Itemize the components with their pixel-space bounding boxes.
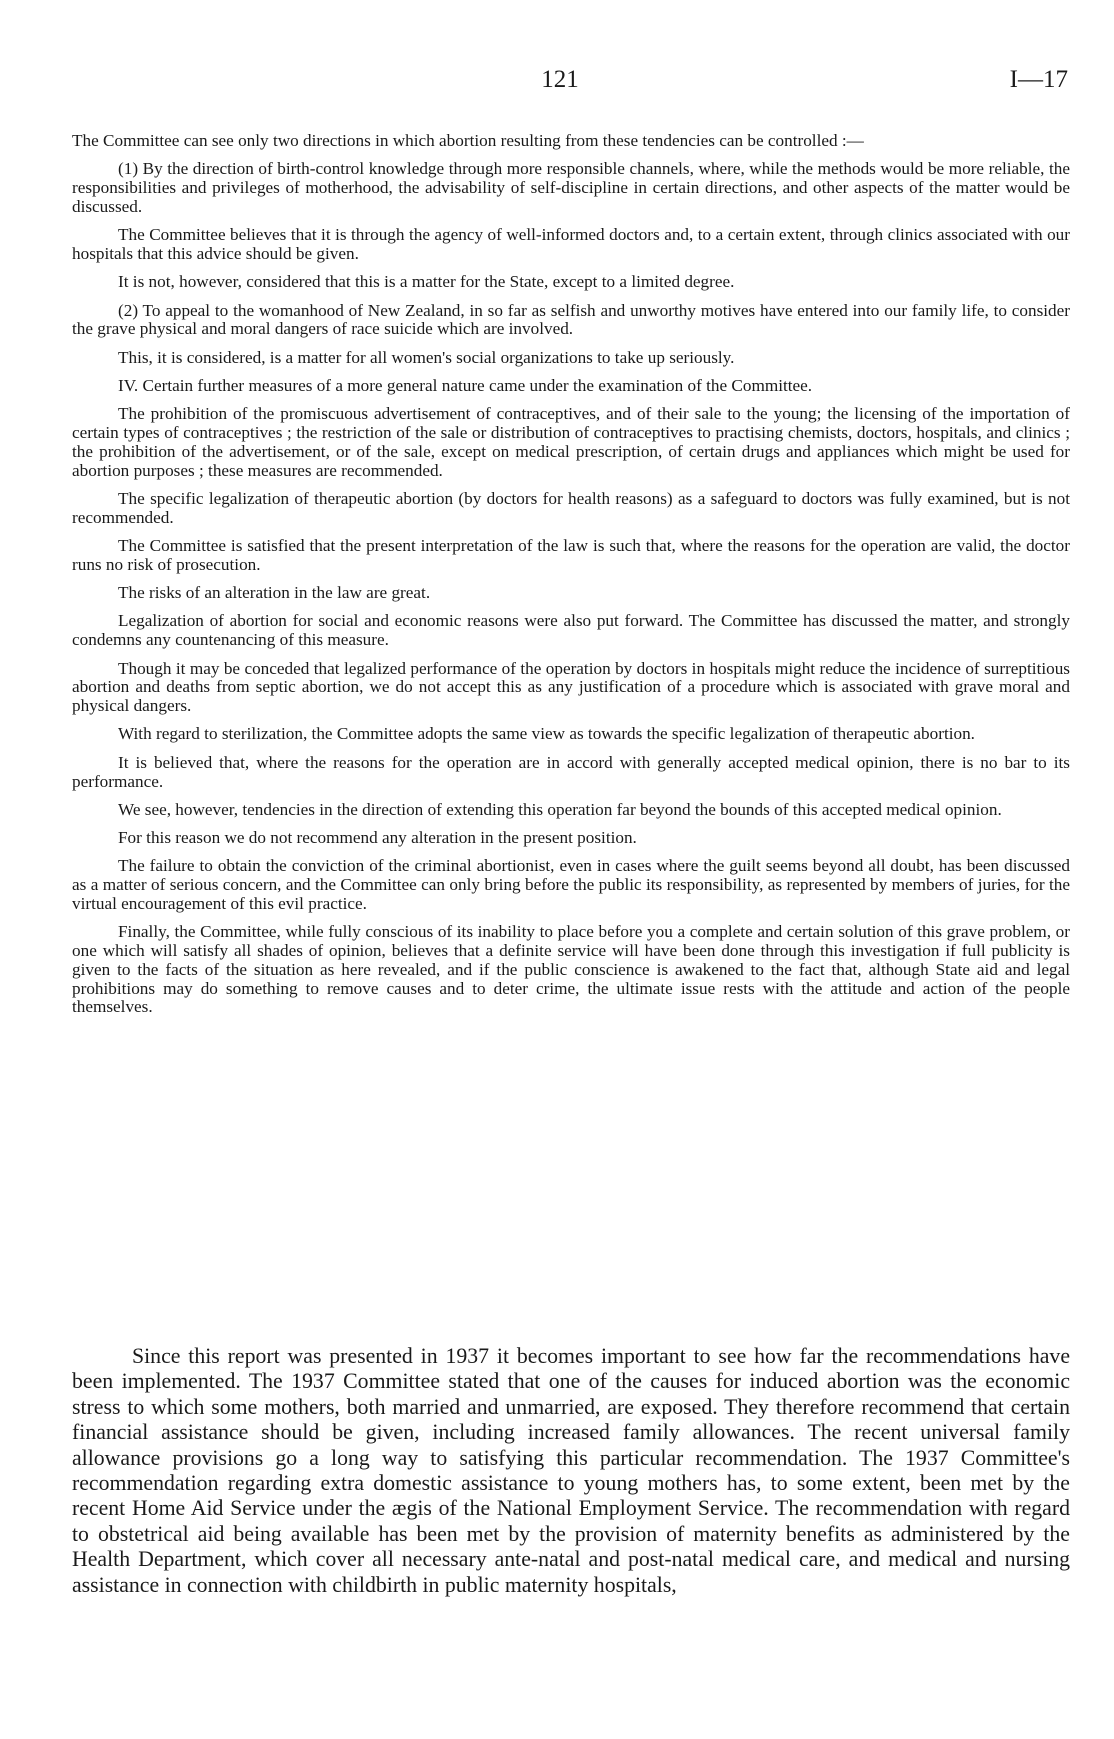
report-paragraph: It is not, however, considered that this is a matter for the State, except to a limited degree.: [118, 272, 735, 292]
report-paragraph: The risks of an alteration in the law are great.: [118, 583, 431, 603]
report-paragraph: We see, however, tendencies in the direction of extending this operation far beyond the bounds of this accepted medical opinion.: [118, 799, 1002, 819]
report-paragraph: IV. Certain further measures of a more general nature came under the examination of the Committee.: [118, 375, 813, 395]
report-paragraph: The Committee can see only two directions in which abortion resulting from these tendencies can be controlled :—: [72, 131, 864, 150]
report-paragraph: Legalization of abortion for social and economic reasons were also put forward. The Committee has discussed the matter, and strongly condemns any countenancing of this measure.: [72, 611, 1070, 650]
report-paragraph: (2) To appeal to the womanhood of New Zealand, in so far as selfish and unworthy motives have entered into our family life, to consider the grave physical and moral dangers of race suicide which are involved.: [72, 300, 1070, 339]
report-paragraph: This, it is considered, is a matter for all women's social organizations to take up seriously.: [118, 347, 735, 367]
report-paragraph: For this reason we do not recommend any alteration in the present position.: [118, 828, 637, 848]
page-number: 121: [541, 66, 579, 93]
report-paragraph: The specific legalization of therapeutic abortion (by doctors for health reasons) as a safeguard to doctors was fully examined, but is not recommended.: [72, 488, 1070, 527]
commentary-paragraph: Since this report was presented in 1937 it becomes important to see how far the recommendations have been implemented. The 1937 Committee stated that one of the causes for induced abortion was the economic stress to which some mothers, both married and unmarried, are exposed. They therefore recommend that certain financial assistance should be given, including increased family allowances. The recent universal family allowance provisions go a long way to satisfying this particular recommendation. The 1937 Committee's recommendation regarding extra domestic assistance to young mothers has, to some extent, been met by the recent Home Aid Service under the ægis of the National Employment Service. The recommendation with regard to obstetrical aid being available has been met by the provision of maternity benefits as administered by the Health Department, which cover all necessary ante-natal and post-natal medical care, and medical and nursing assistance in connection with childbirth in public maternity hospitals,: [72, 1344, 1070, 1597]
report-paragraph: (1) By the direction of birth-control knowledge through more responsible channels, where, while the methods would be more reliable, the responsibilities and privileges of motherhood, the advisability of self-discipline in certain directions, and other aspects of the matter would be discussed.: [72, 159, 1070, 216]
report-paragraph: The Committee believes that it is through the agency of well-informed doctors and, to a certain extent, through clinics associated with our hospitals that this advice should be given.: [72, 225, 1070, 263]
report-paragraph: With regard to sterilization, the Committee adopts the same view as towards the specific legalization of therapeutic abortion.: [118, 724, 975, 744]
commentary-section: [72, 1344, 1070, 1598]
report-paragraph: Finally, the Committee, while fully conscious of its inability to place before you a complete and certain solution of this grave problem, or one which will satisfy all shades of opinion, believes that a definite service will have been done through this investigation if full publicity is given to the facts of the situation as here revealed, and if the public conscience is awakened to the fact that, although State aid and legal prohibitions may do something to remove causes and to deter crime, the ultimate issue rests with the attitude and action of the people themselves.: [72, 922, 1070, 1017]
page-header: [0, 66, 1114, 102]
report-paragraph: The failure to obtain the conviction of the criminal abortionist, even in cases where the guilt seems beyond all doubt, has been discussed as a matter of serious concern, and the Committee can only bring before the public its responsibility, as represented by members of juries, for the virtual encouragement of this evil practice.: [72, 856, 1070, 913]
report-code: I—17: [1009, 66, 1068, 93]
report-paragraph: It is believed that, where the reasons for the operation are in accord with generally accepted medical opinion, there is no bar to its performance.: [72, 752, 1070, 791]
report-paragraph: The Committee is satisfied that the present interpretation of the law is such that, where the reasons for the operation are valid, the doctor runs no risk of prosecution.: [72, 536, 1070, 574]
report-paragraph: The prohibition of the promiscuous advertisement of contraceptives, and of their sale to the young; the licensing of the importation of certain types of contraceptives ; the restriction of the sale or distribution of contraceptives to practising chemists, doctors, hospitals, and clinics ; the prohibition of the advertisement, or of the sale, except on medical prescription, of certain drugs and appliances which might be used for abortion purposes ; these measures are recommended.: [72, 404, 1070, 480]
report-paragraph: Though it may be conceded that legalized performance of the operation by doctors in hospitals might reduce the incidence of surreptitious abortion and deaths from septic abortion, we do not accept this as any justification of a procedure which is associated with grave moral and physical dangers.: [72, 658, 1070, 716]
committee-report-excerpt: [72, 132, 1070, 1027]
